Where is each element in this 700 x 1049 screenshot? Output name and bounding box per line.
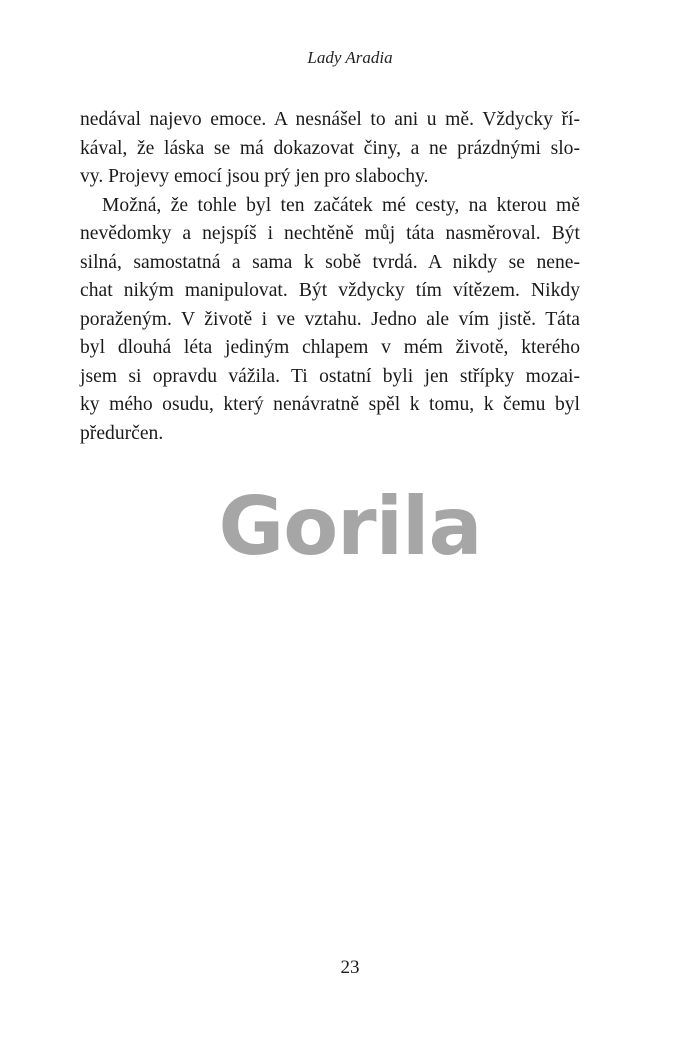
page-number: 23 [340, 957, 360, 978]
text-line: předurčen. [80, 422, 164, 444]
watermark-logo: Gorila [218, 480, 482, 573]
text-line: jsem si opravdu vážila. Ti ostatní byli jen střípky mozai- [80, 365, 580, 387]
text-line: kával, že láska se má dokazovat činy, a ne prázdnými slo- [80, 137, 580, 159]
text-line: byl dlouhá léta jediným chlapem v mém životě, kterého [80, 337, 580, 358]
text-line: poraženým. V životě i ve vztahu. Jedno ale vím jistě. Táta [80, 308, 580, 330]
text-line: silná, samostatná a sama k sobě tvrdá. A nikdy se nene- [80, 251, 580, 273]
text-line: vy. Projevy emocí jsou prý jen pro slabochy. [80, 166, 429, 187]
paragraph-2 [80, 192, 580, 449]
text-line: ky mého osudu, který nenávratně spěl k tomu, k čemu byl [80, 394, 580, 415]
text-line: nevědomky a nejspíš i nechtěně můj táta nasměroval. Být [80, 223, 580, 244]
running-head: Lady Aradia [307, 48, 393, 67]
text-line: chat nikým manipulovat. Být vždycky tím vítězem. Nikdy [80, 280, 580, 301]
body-text [80, 106, 580, 448]
paragraph-1 [80, 106, 580, 192]
text-line: nedával najevo emoce. A nesnášel to ani u mě. Vždycky ří- [80, 109, 580, 130]
text-line: Možná, že tohle byl ten začátek mé cesty, na kterou mě [102, 194, 580, 216]
